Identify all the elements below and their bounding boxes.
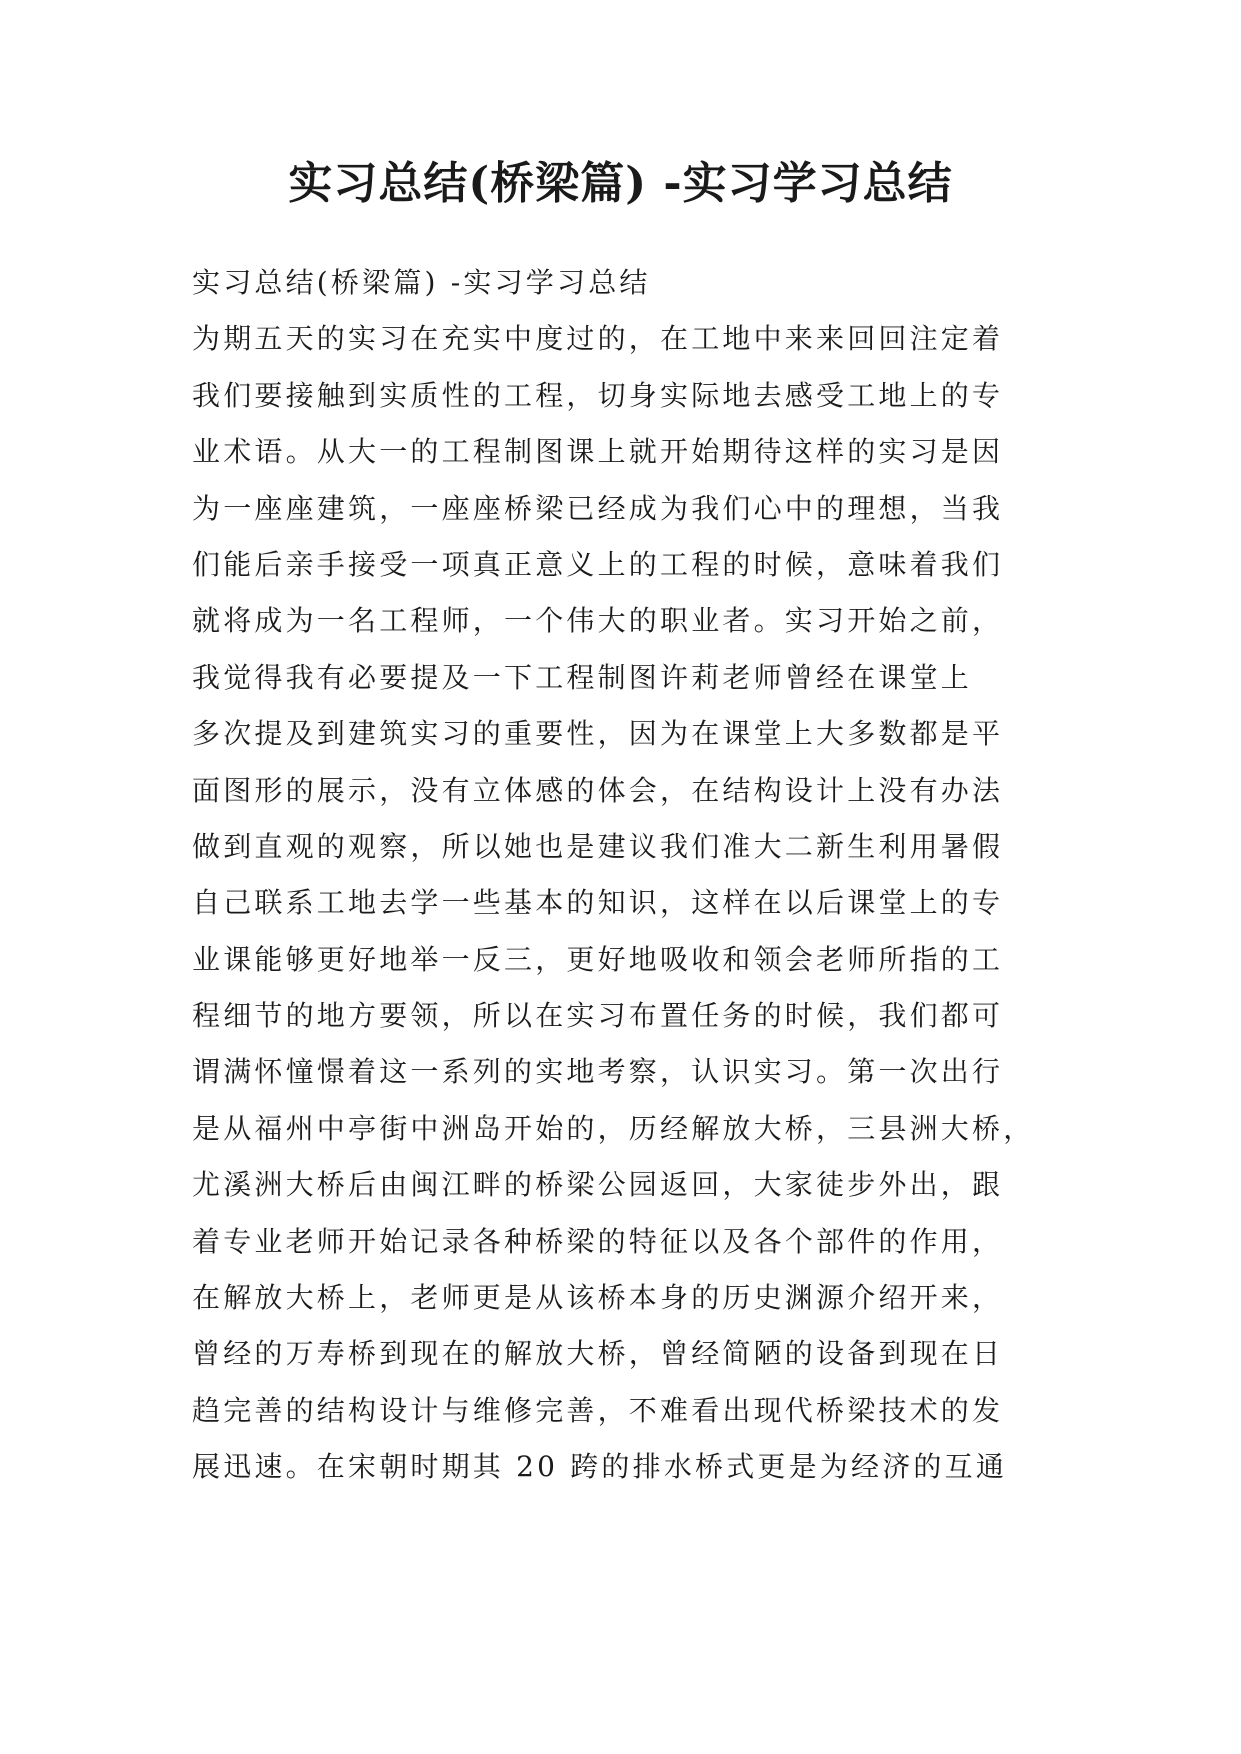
body-line: 展迅速。在宋朝时期其 20 跨的排水桥式更是为经济的互通: [192, 1450, 1008, 1484]
body-line: 实习总结(桥梁篇) -实习学习总结: [192, 266, 651, 299]
body-line: 趋完善的结构设计与维修完善，不难看出现代桥梁技术的发: [192, 1393, 1004, 1427]
body-line: 就将成为一名工程师，一个伟大的职业者。实习开始之前，: [192, 604, 1004, 638]
document-body: [192, 255, 1062, 1496]
body-line: 做到直观的观察，所以她也是建议我们准大二新生利用暑假: [192, 829, 1004, 863]
body-line: 业术语。从大一的工程制图课上就开始期待这样的实习是因: [192, 435, 1004, 469]
body-line: 我们要接触到实质性的工程，切身实际地去感受工地上的专: [192, 378, 1004, 412]
body-line: 面图形的展示，没有立体感的体会，在结构设计上没有办法: [192, 773, 1004, 807]
body-line: 多次提及到建筑实习的重要性，因为在课堂上大多数都是平: [192, 717, 1004, 751]
body-line: 为期五天的实习在充实中度过的，在工地中来来回回注定着: [192, 322, 1004, 356]
body-line: 程细节的地方要领，所以在实习布置任务的时候，我们都可: [192, 999, 1004, 1033]
body-line: 业课能够更好地举一反三，更好地吸收和领会老师所指的工: [192, 942, 1004, 976]
body-line: 尤溪洲大桥后由闽江畔的桥梁公园返回，大家徒步外出，跟: [192, 1168, 1004, 1202]
body-line: 谓满怀憧憬着这一系列的实地考察，认识实习。第一次出行: [192, 1055, 1004, 1089]
body-line: 们能后亲手接受一项真正意义上的工程的时候，意味着我们: [192, 547, 1004, 581]
body-line: 曾经的万寿桥到现在的解放大桥，曾经简陋的设备到现在日: [192, 1337, 1004, 1371]
document-title: 实习总结(桥梁篇) -实习学习总结: [288, 158, 953, 209]
body-line: 为一座座建筑，一座座桥梁已经成为我们心中的理想，当我: [192, 491, 1004, 525]
body-line: 着专业老师开始记录各种桥梁的特征以及各个部件的作用，: [192, 1224, 1004, 1258]
body-line: 自己联系工地去学一些基本的知识，这样在以后课堂上的专: [192, 886, 1004, 920]
body-line: 在解放大桥上，老师更是从该桥本身的历史渊源介绍开来，: [192, 1281, 1004, 1315]
body-line: 是从福州中亭街中洲岛开始的，历经解放大桥，三县洲大桥，: [192, 1111, 1035, 1145]
body-line: 我觉得我有必要提及一下工程制图许莉老师曾经在课堂上: [192, 660, 973, 694]
